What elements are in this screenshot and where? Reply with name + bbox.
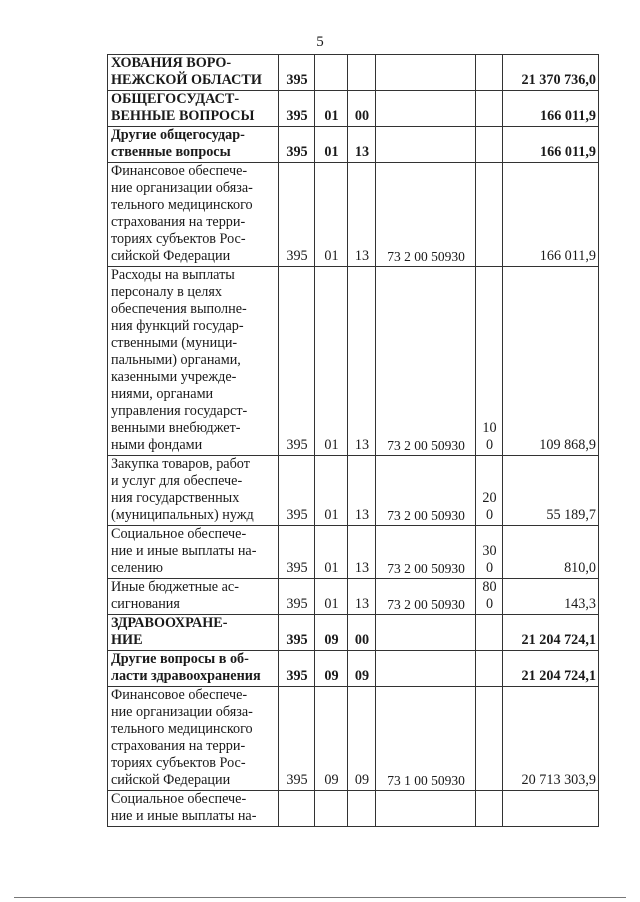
row-section-cell: 01 <box>315 526 348 579</box>
row-sum-cell: 21 204 724,1 <box>503 651 599 687</box>
table-row <box>108 651 599 687</box>
row-sum-cell: 166 011,9 <box>503 127 599 163</box>
row-subsection-cell: 13 <box>348 267 376 456</box>
row-section-cell: 01 <box>315 163 348 267</box>
row-code-cell: 395 <box>279 615 315 651</box>
row-target-article-cell: 73 2 00 50930 <box>376 526 476 579</box>
row-section-cell <box>315 55 348 91</box>
page-bottom-rule <box>14 897 626 898</box>
row-name-cell: Другие общегосудар- ственные вопросы <box>108 127 279 163</box>
row-name-cell: ХОВАНИЯ ВОРО- НЕЖСКОЙ ОБЛАСТИ <box>108 55 279 91</box>
row-subsection-cell: 13 <box>348 163 376 267</box>
budget-table-body <box>108 55 599 827</box>
row-subsection-cell: 09 <box>348 651 376 687</box>
row-code-cell: 395 <box>279 267 315 456</box>
row-code-cell: 395 <box>279 127 315 163</box>
row-name-cell: Социальное обеспече- ние и иные выплаты на- селению <box>108 526 279 579</box>
page-number: 5 <box>316 34 324 50</box>
row-section-cell: 09 <box>315 615 348 651</box>
row-sum-cell <box>503 791 599 827</box>
row-subsection-cell: 09 <box>348 687 376 791</box>
table-row <box>108 163 599 267</box>
row-section-cell: 01 <box>315 579 348 615</box>
row-subsection-cell: 13 <box>348 127 376 163</box>
row-sum-cell: 109 868,9 <box>503 267 599 456</box>
table-row <box>108 791 599 827</box>
row-section-cell: 09 <box>315 687 348 791</box>
row-sum-cell: 21 370 736,0 <box>503 55 599 91</box>
row-target-article-cell <box>376 127 476 163</box>
table-row <box>108 579 599 615</box>
row-subsection-cell <box>348 55 376 91</box>
row-name-cell: Социальное обеспече- ние и иные выплаты на- <box>108 791 279 827</box>
row-section-cell: 09 <box>315 651 348 687</box>
table-row <box>108 127 599 163</box>
row-subsection-cell: 13 <box>348 456 376 526</box>
row-code-cell: 395 <box>279 55 315 91</box>
row-expense-type-cell <box>476 791 503 827</box>
row-name-cell: Расходы на выплаты персоналу в целях обеспечения выполне- ния функций государ- ственными (муници- пальными) органами, казенными учрежде- ниями, органами управления государст- венными внебюджет- ными фондами <box>108 267 279 456</box>
row-subsection-cell: 00 <box>348 91 376 127</box>
row-target-article-cell: 73 2 00 50930 <box>376 456 476 526</box>
row-expense-type-cell <box>476 615 503 651</box>
row-expense-type-cell: 200 <box>476 456 503 526</box>
row-target-article-cell: 73 1 00 50930 <box>376 687 476 791</box>
row-section-cell: 01 <box>315 267 348 456</box>
row-expense-type-cell <box>476 687 503 791</box>
table-row <box>108 456 599 526</box>
row-target-article-cell <box>376 651 476 687</box>
row-target-article-cell <box>376 615 476 651</box>
budget-table <box>107 54 599 827</box>
table-row <box>108 615 599 651</box>
row-sum-cell: 21 204 724,1 <box>503 615 599 651</box>
row-code-cell <box>279 791 315 827</box>
row-section-cell: 01 <box>315 127 348 163</box>
row-subsection-cell: 13 <box>348 526 376 579</box>
table-row <box>108 267 599 456</box>
row-expense-type-cell: 300 <box>476 526 503 579</box>
row-target-article-cell: 73 2 00 50930 <box>376 163 476 267</box>
row-expense-type-cell <box>476 651 503 687</box>
row-expense-type-cell <box>476 127 503 163</box>
row-expense-type-cell: 100 <box>476 267 503 456</box>
row-target-article-cell: 73 2 00 50930 <box>376 579 476 615</box>
row-name-cell: Закупка товаров, работ и услуг для обеспече- ния государственных (муниципальных) нужд <box>108 456 279 526</box>
row-code-cell: 395 <box>279 163 315 267</box>
row-sum-cell: 20 713 303,9 <box>503 687 599 791</box>
row-section-cell: 01 <box>315 91 348 127</box>
row-name-cell: Другие вопросы в об- ласти здравоохранения <box>108 651 279 687</box>
row-target-article-cell: 73 2 00 50930 <box>376 267 476 456</box>
row-code-cell: 395 <box>279 526 315 579</box>
row-target-article-cell <box>376 91 476 127</box>
row-sum-cell: 166 011,9 <box>503 163 599 267</box>
row-sum-cell: 810,0 <box>503 526 599 579</box>
row-expense-type-cell <box>476 55 503 91</box>
row-name-cell: Финансовое обеспече- ние организации обяза- тельного медицинского страхования на терри- ториях субъектов Рос- сийской Федерации <box>108 163 279 267</box>
row-code-cell: 395 <box>279 91 315 127</box>
row-name-cell: Финансовое обеспече- ние организации обяза- тельного медицинского страхования на терри- ториях субъектов Рос- сийской Федерации <box>108 687 279 791</box>
row-expense-type-cell <box>476 91 503 127</box>
row-name-cell: ОБЩЕГОСУДАСТ- ВЕННЫЕ ВОПРОСЫ <box>108 91 279 127</box>
row-subsection-cell <box>348 791 376 827</box>
row-code-cell: 395 <box>279 687 315 791</box>
row-name-cell: Иные бюджетные ас- сигнования <box>108 579 279 615</box>
row-section-cell: 01 <box>315 456 348 526</box>
row-code-cell: 395 <box>279 651 315 687</box>
row-target-article-cell <box>376 55 476 91</box>
row-code-cell: 395 <box>279 456 315 526</box>
row-expense-type-cell: 800 <box>476 579 503 615</box>
row-sum-cell: 166 011,9 <box>503 91 599 127</box>
row-target-article-cell <box>376 791 476 827</box>
row-section-cell <box>315 791 348 827</box>
row-expense-type-cell <box>476 163 503 267</box>
row-code-cell: 395 <box>279 579 315 615</box>
table-row <box>108 687 599 791</box>
row-name-cell: ЗДРАВООХРАНЕ- НИЕ <box>108 615 279 651</box>
row-sum-cell: 143,3 <box>503 579 599 615</box>
row-sum-cell: 55 189,7 <box>503 456 599 526</box>
row-subsection-cell: 13 <box>348 579 376 615</box>
table-row <box>108 526 599 579</box>
table-row <box>108 91 599 127</box>
table-row <box>108 55 599 91</box>
row-subsection-cell: 00 <box>348 615 376 651</box>
